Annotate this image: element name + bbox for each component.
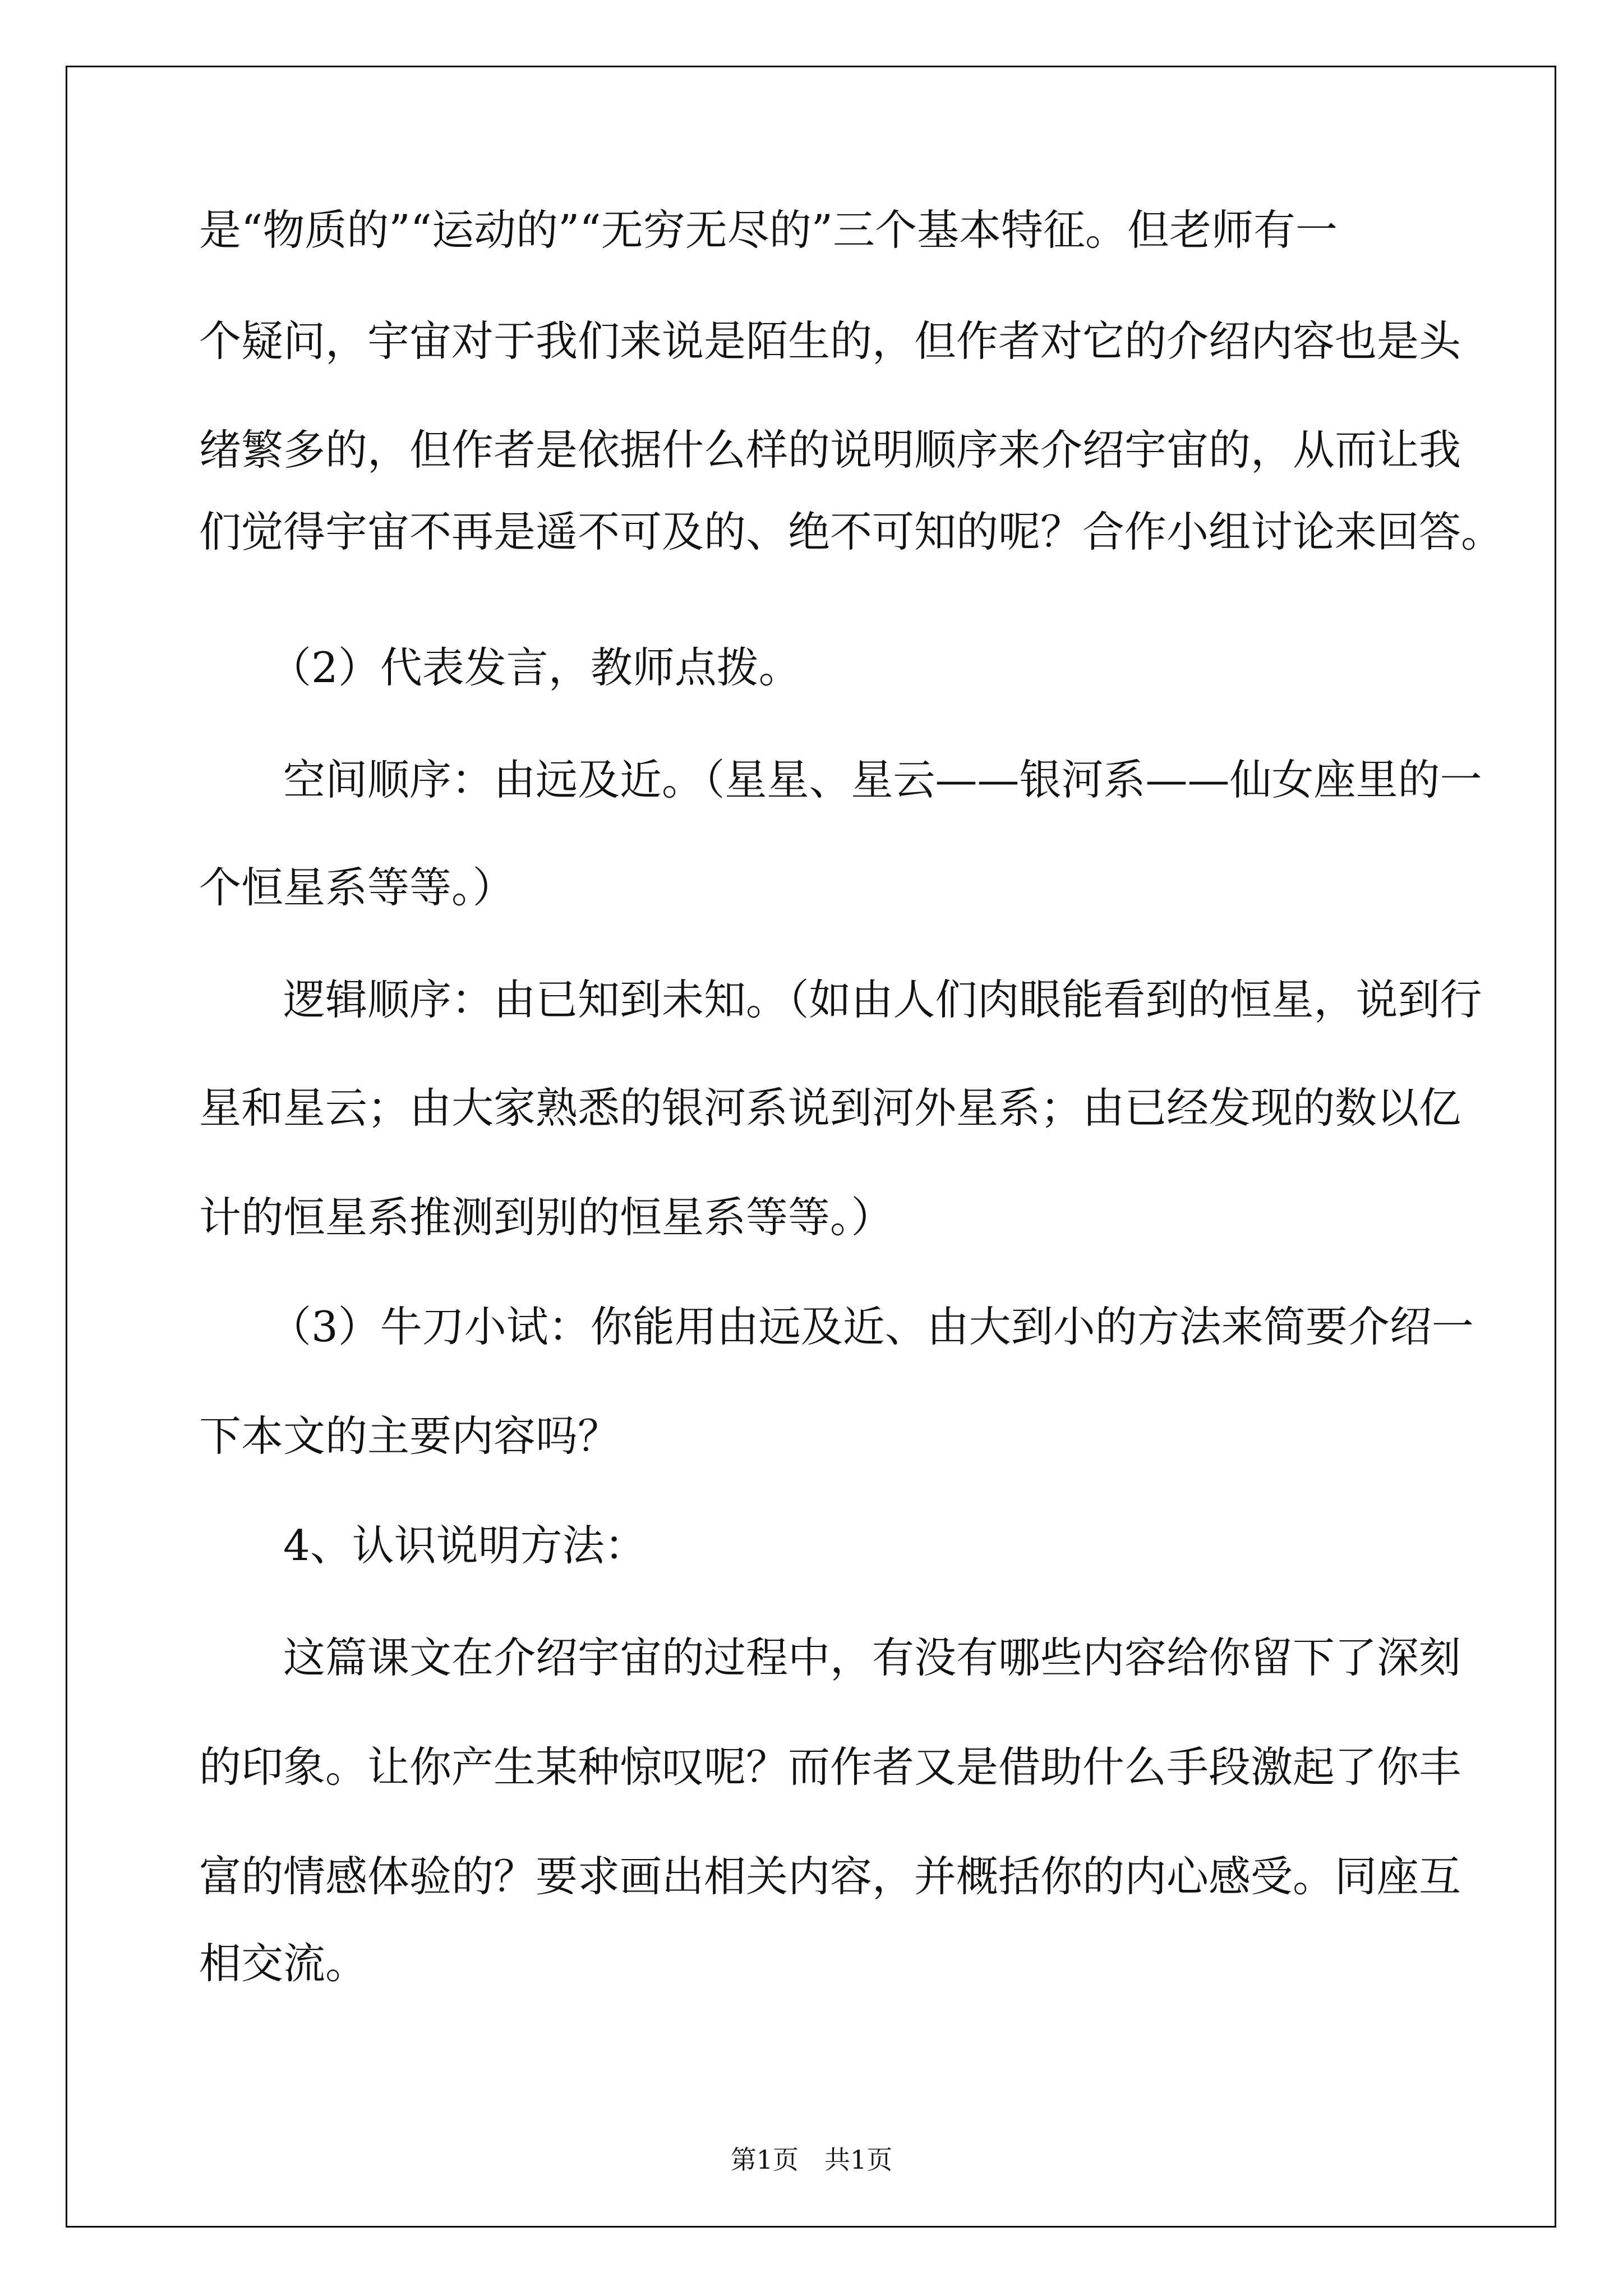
text-line: 们觉得宇宙不再是遥不可及的、绝不可知的呢？合作小组讨论来回答。 <box>199 507 1504 556</box>
text-line: 绪繁多的，但作者是依据什么样的说明顺序来介绍宇宙的，从而让我 <box>199 425 1461 475</box>
text-line: 计的恒星系推测到别的恒星系等等。） <box>199 1193 893 1242</box>
text-line: 的印象。让你产生某种惊叹呢？而作者又是借助什么手段激起了你丰 <box>199 1742 1461 1792</box>
text-line: 星和星云；由大家熟悉的银河系说到河外星系；由已经发现的数以亿 <box>199 1083 1461 1133</box>
text-line: 空间顺序：由远及近。（星星、星云——银河系——仙女座里的一 <box>283 755 1482 804</box>
text-line: 4、认识说明方法： <box>283 1521 647 1570</box>
text-line: 个恒星系等等。） <box>199 863 515 912</box>
text-line: 下本文的主要内容吗？ <box>199 1411 620 1461</box>
text-line: 富的情感体验的？要求画出相关内容，并概括你的内心感受。同座互 <box>199 1852 1461 1901</box>
page-number: 第1页 共1页 <box>730 2145 893 2175</box>
text-line: （2）代表发言，教师点拨。 <box>269 643 801 692</box>
text-line: 逻辑顺序：由已知到未知。（如由人们肉眼能看到的恒星，说到行 <box>283 975 1482 1024</box>
text-line: （3）牛刀小试：你能用由远及近、由大到小的方法来简要介绍一 <box>269 1302 1474 1351</box>
text-line: 这篇课文在介绍宇宙的过程中，有没有哪些内容给你留下了深刻 <box>283 1633 1461 1682</box>
text-line: 相交流。 <box>199 1939 368 1988</box>
text-line: 是“物质的”“运动的”“无穷无尽的”三个基本特征。但老师有一 <box>199 205 1338 255</box>
text-line: 个疑问，宇宙对于我们来说是陌生的，但作者对它的介绍内容也是头 <box>199 316 1461 366</box>
